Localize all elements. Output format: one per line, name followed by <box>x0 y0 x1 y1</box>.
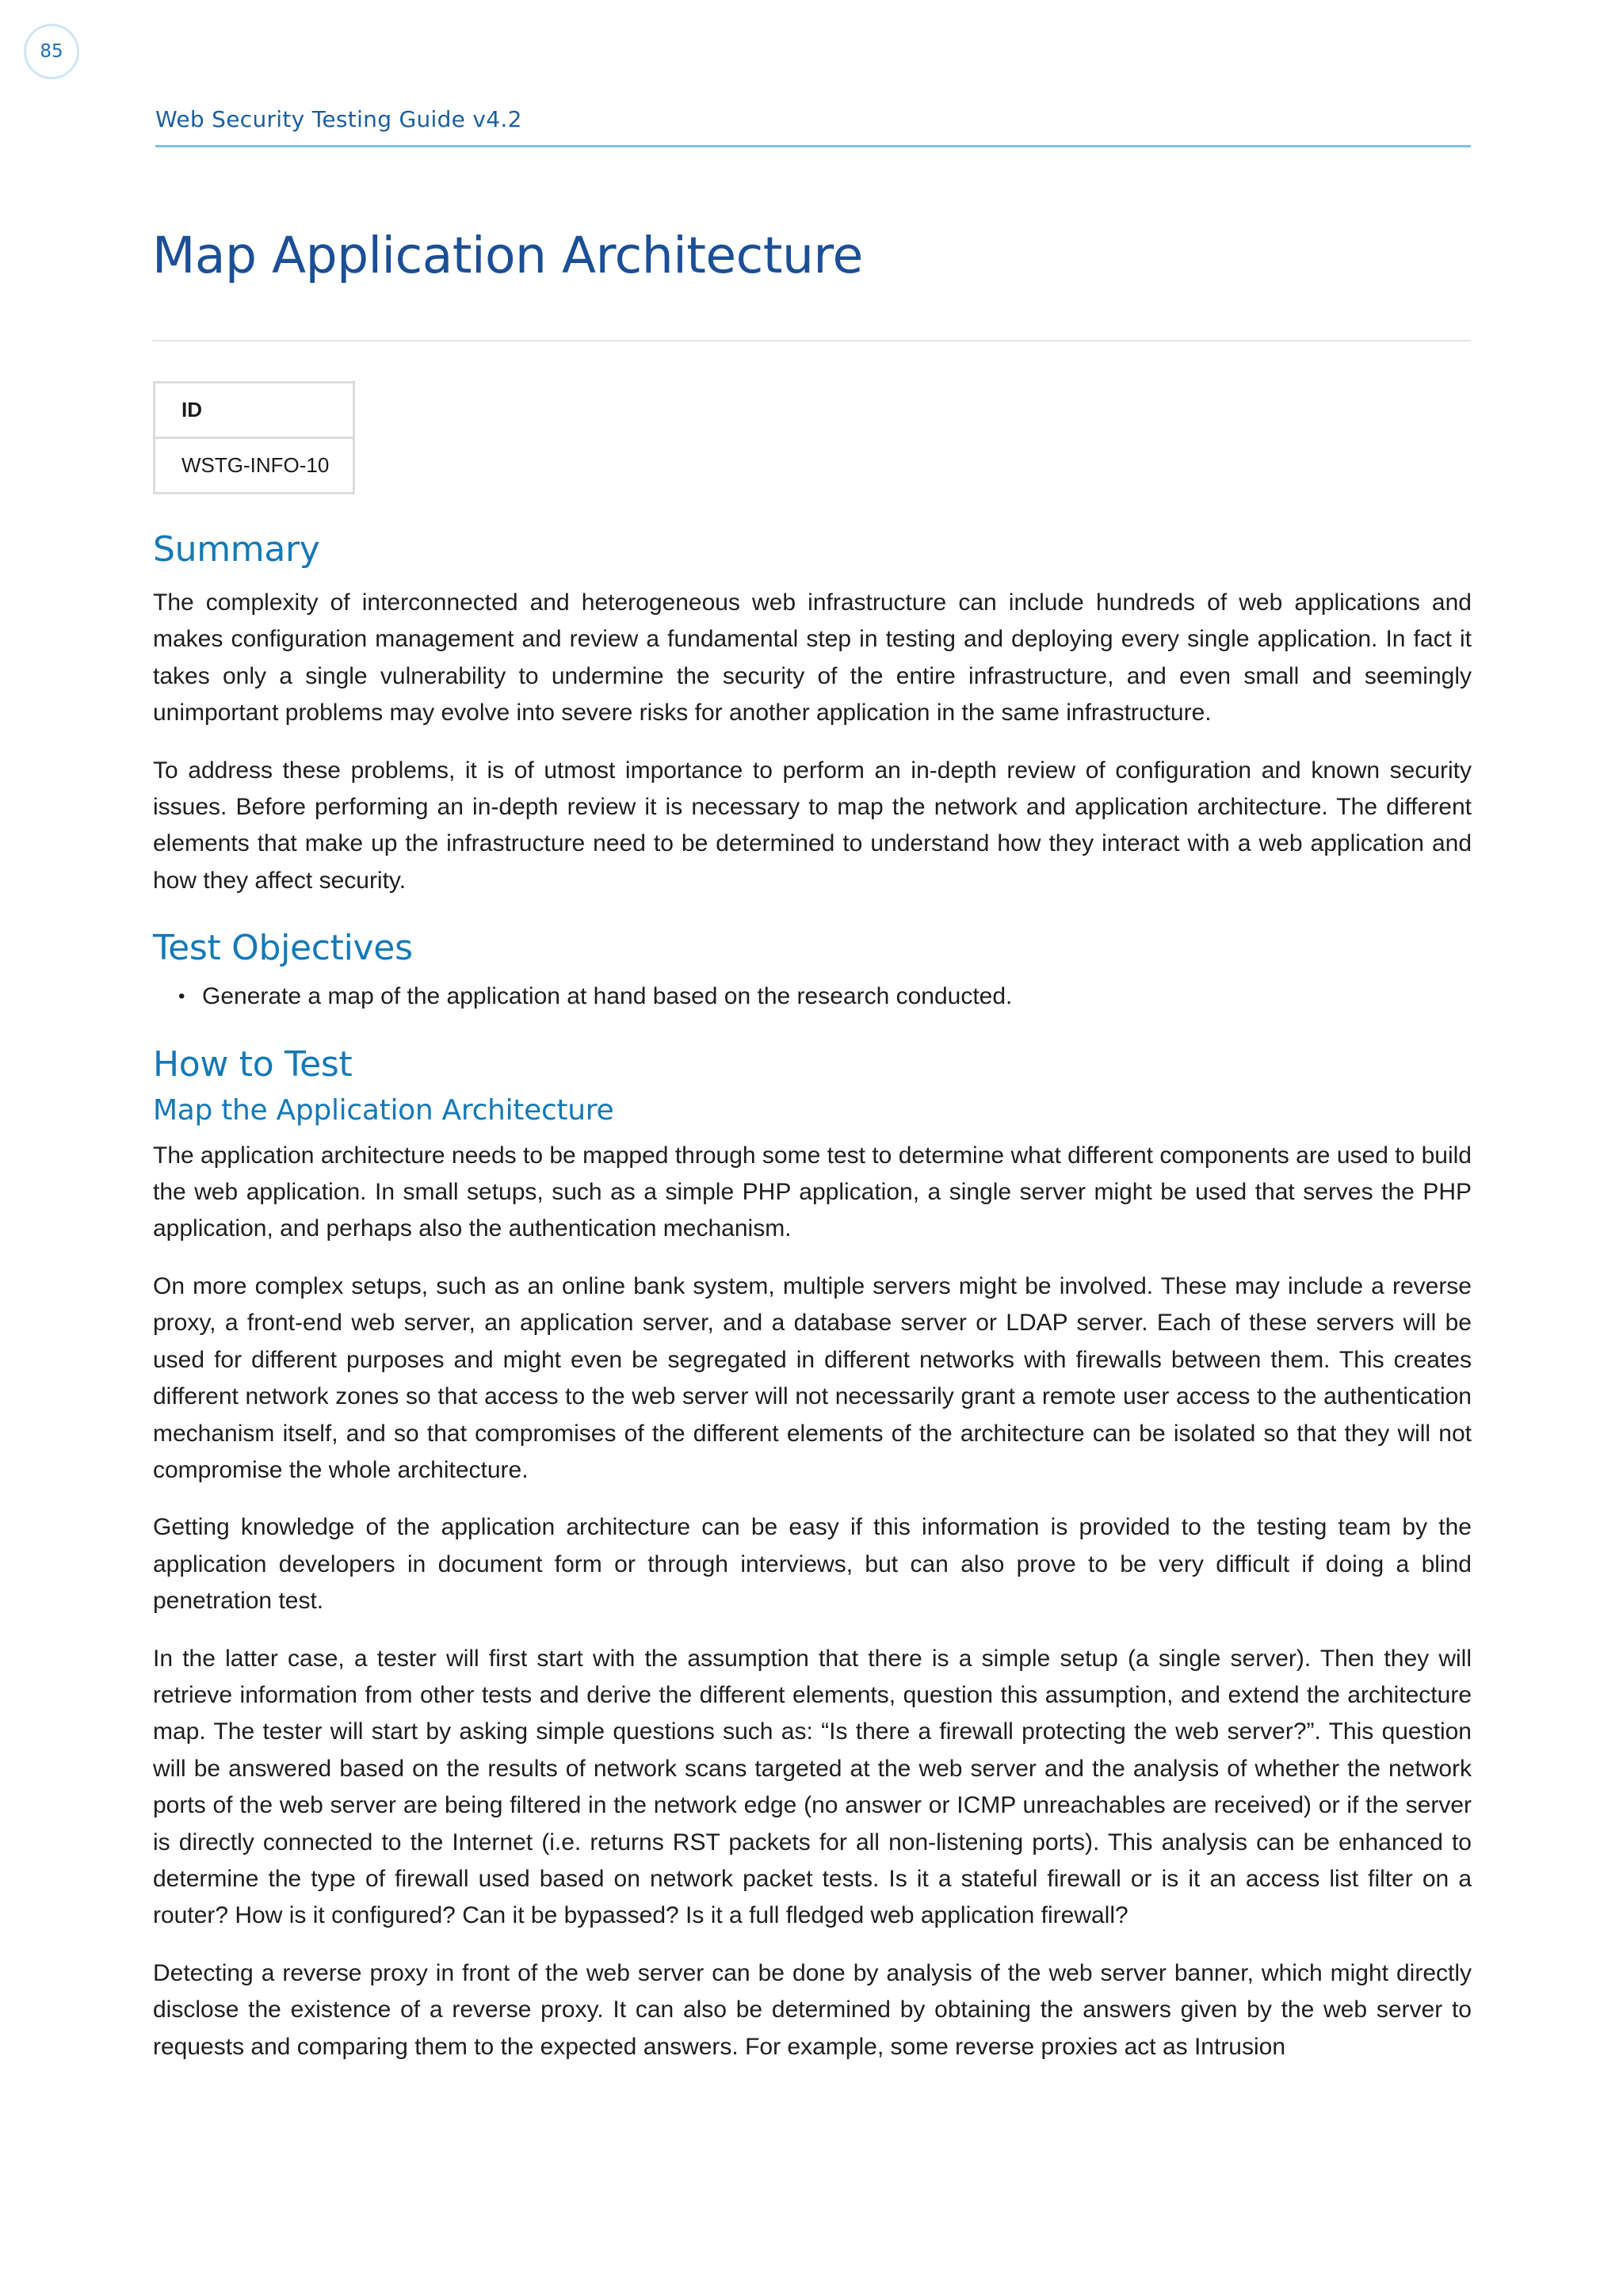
test-objectives-heading: Test Objectives <box>153 928 413 969</box>
title-divider <box>152 340 1471 341</box>
running-header-title: Web Security Testing Guide v4.2 <box>155 106 522 132</box>
page-number: 85 <box>24 24 79 79</box>
how-to-test-heading: How to Test <box>153 1043 353 1085</box>
table-row <box>155 438 354 494</box>
how-to-test-section <box>153 1039 1472 2065</box>
body-paragraph: In the latter case, a tester will first start with the assumption that there is a simple setup (a single server). Then they will retrieve information from other tests and derive the different elements, question this assumption, and extend the architecture map. The tester will start by asking simple questions such as: “Is there a firewall protecting the web server?”. This question will be answered based on the results of network scans targeted at the web server and the analysis of whether the network ports of the web server are being filtered in the network edge (no answer or ICMP unreachables are received) or if the server is directly connected to the Internet (i.e. returns RST packets for all non-listening ports). This analysis can be enhanced to determine the type of firewall used based on network packet tests. Is it a stateful firewall or is it an access list filter on a router? How is it configured? Can it be bypassed? Is it a full fledged web application firewall? <box>153 1645 1472 1929</box>
document-body <box>153 524 1472 2086</box>
summary-paragraph: The complexity of interconnected and heterogeneous web infrastructure can include hundreds of web applications and makes configuration management and review a fundamental step in testing and deploying every single application. In fact it takes only a single vulnerability to undermine the security of the entire infrastructure, and even small and seemingly unimportant problems may evolve into severe risks for another application in the same infrastructure. <box>153 589 1472 727</box>
list-item: • Generate a map of the application at hand based on the research conducted. <box>202 978 1472 1015</box>
summary-heading: Summary <box>153 529 320 570</box>
summary-paragraph: To address these problems, it is of utmost importance to perform an in-depth review of configuration and known security issues. Before performing an in-depth review it is necessary to map the network and application architecture. The different elements that make up the infrastructure need to be determined to understand how they interact with a web application and how they affect security. <box>153 757 1472 894</box>
page-title: Map Application Architecture <box>152 227 863 284</box>
id-column-header: ID <box>155 383 354 438</box>
summary-section <box>153 524 1472 899</box>
test-objectives-section <box>153 923 1472 1015</box>
test-id-table <box>153 381 355 494</box>
test-id-value: WSTG-INFO-10 <box>155 438 354 494</box>
body-paragraph: On more complex setups, such as an online bank system, multiple servers might be involved. These may include a reverse proxy, a front-end web server, an application server, and a database server or LDAP server. Each of these servers will be used for different purposes and might even be segregated in different networks with firewalls between them. This creates different network zones so that access to the web server will not necessarily grant a remote user access to the authentication mechanism itself, and so that compromises of the different elements of the architecture can be isolated so that they will not compromise the whole architecture. <box>153 1272 1472 1483</box>
running-header <box>155 106 1471 147</box>
body-paragraph: The application architecture needs to be mapped through some test to determine what different components are used to build the web application. In small setups, such as a simple PHP application, a single server might be used that serves the PHP application, and perhaps also the authentication mechanism. <box>153 1142 1472 1242</box>
map-architecture-subheading: Map the Application Architecture <box>153 1093 614 1127</box>
table-header-row <box>155 383 354 438</box>
test-objectives-list <box>153 978 1472 1015</box>
body-paragraph: Detecting a reverse proxy in front of the web server can be done by analysis of the web server banner, which might directly disclose the existence of a reverse proxy. It can also be determined by obtaining the answers given by the web server to requests and comparing them to the expected answers. For example, some reverse proxies act as Intrusion <box>153 1959 1472 2060</box>
body-paragraph: Getting knowledge of the application architecture can be easy if this information is provided to the testing team by the application developers in document form or through interviews, but can also prove to be very difficult if doing a blind penetration test. <box>153 1514 1472 1615</box>
